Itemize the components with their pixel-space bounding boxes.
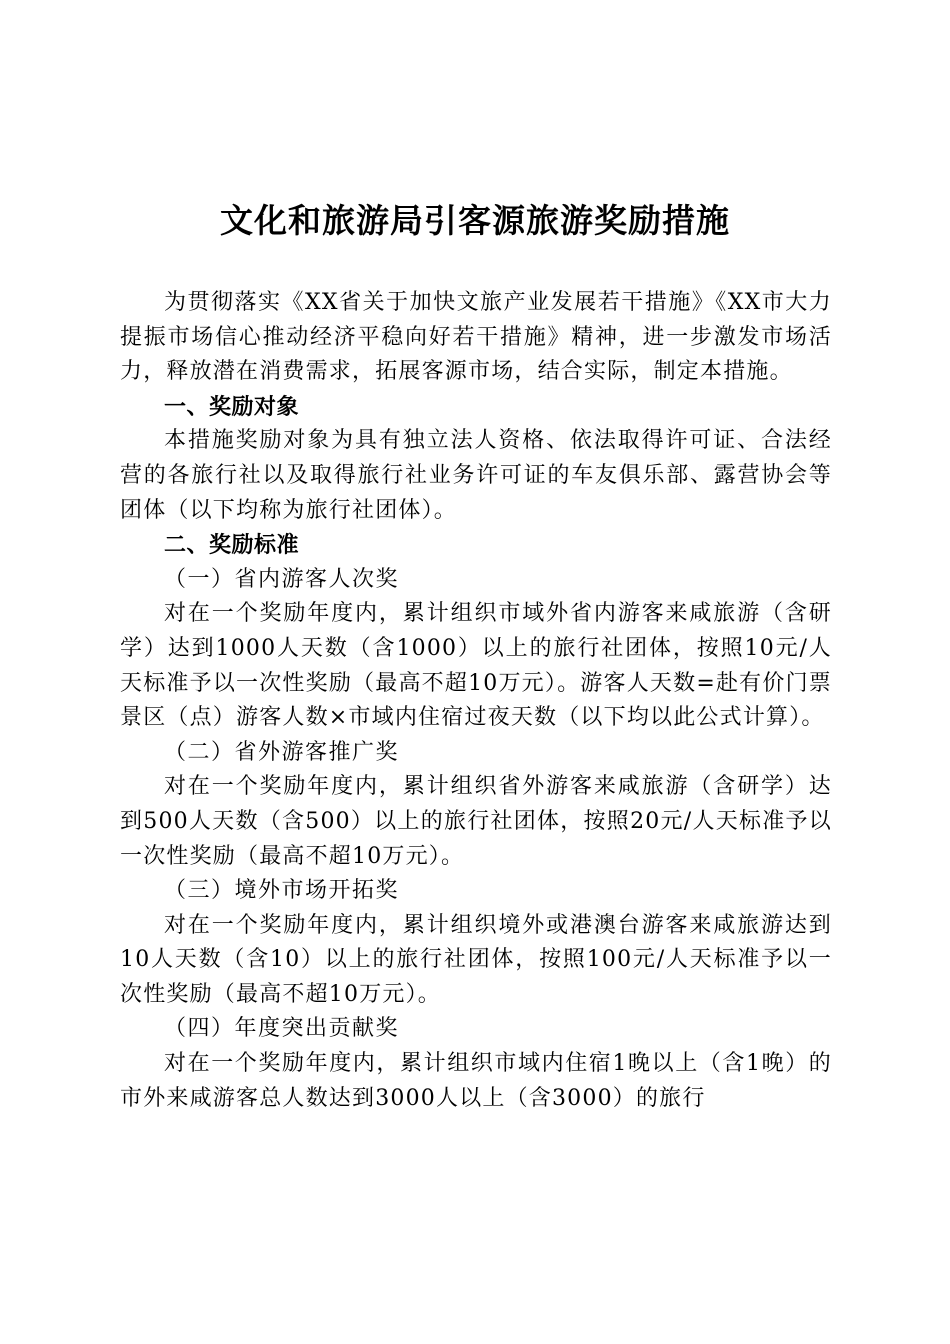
- subsection-heading-overseas: （三）境外市场开拓奖: [164, 878, 400, 904]
- subsection-heading-out-of-province: （二）省外游客推广奖: [164, 739, 400, 765]
- overseas-paragraph: 对在一个奖励年度内，累计组织境外或港澳台游客来咸旅游达到10人天数（含10）以上的旅行社团体，按照100元/人天标准予以一次性奖励（最高不超10万元）。: [120, 912, 832, 1007]
- out-of-province-paragraph: 对在一个奖励年度内，累计组织省外游客来咸旅游（含研学）达到500人天数（含500）以上的旅行社团体，按照20元/人天标准予以一次性奖励（最高不超10万元）。: [120, 774, 832, 869]
- document-body: [120, 286, 832, 1116]
- intro-paragraph: 为贯彻落实《XX省关于加快文旅产业发展若干措施》《XX市大力提振市场信心推动经济平稳向好若干措施》精神，进一步激发市场活力，释放潜在消费需求，拓展客源市场，结合实际，制定本措施。: [120, 290, 832, 385]
- annual-contribution-paragraph: 对在一个奖励年度内，累计组织市域内住宿1晚以上（含1晚）的市外来咸游客总人数达到3000人以上（含3000）的旅行: [120, 1051, 832, 1111]
- section-heading-reward-target: 一、奖励对象: [164, 393, 300, 420]
- section-heading-reward-standard: 二、奖励标准: [164, 532, 300, 559]
- subsection-heading-annual-contribution: （四）年度突出贡献奖: [164, 1016, 400, 1042]
- reward-target-paragraph: 本措施奖励对象为具有独立法人资格、依法取得许可证、合法经营的各旅行社以及取得旅行社业务许可证的车友俱乐部、露营协会等团体（以下均称为旅行社团体）。: [120, 428, 832, 523]
- subsection-heading-provincial: （一）省内游客人次奖: [164, 566, 400, 592]
- document-title: 文化和旅游局引客源旅游奖励措施: [220, 201, 730, 240]
- provincial-paragraph: 对在一个奖励年度内，累计组织市域外省内游客来咸旅游（含研学）达到1000人天数（含1000）以上的旅行社团体，按照10元/人天标准予以一次性奖励（最高不超10万元）。游客人天数=赴有价门票景区（点）游客人数×市域内住宿过夜天数（以下均以此公式计算）。: [120, 601, 832, 731]
